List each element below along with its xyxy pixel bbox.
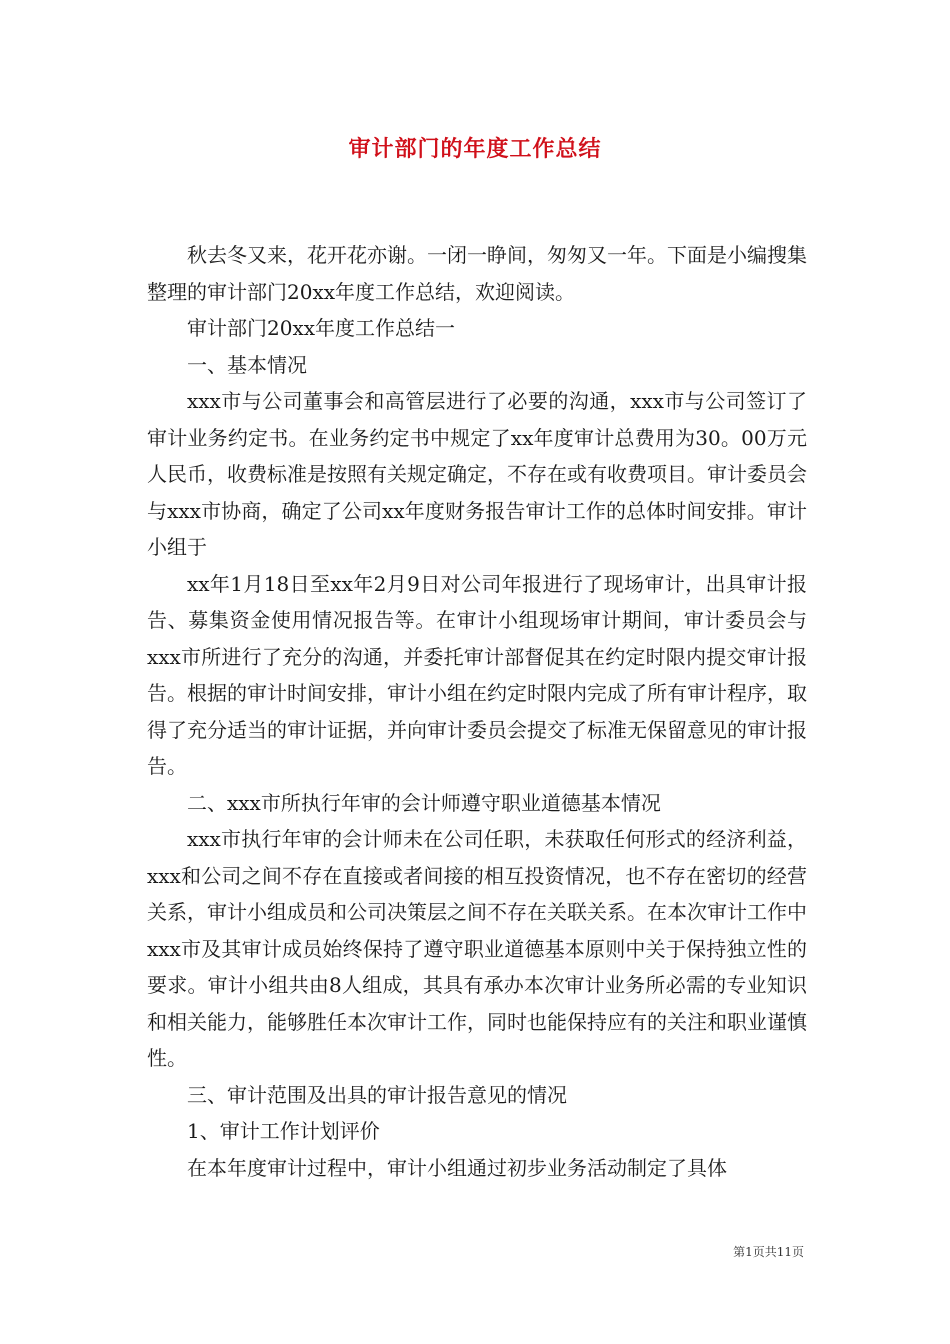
section-heading-plan-evaluation: 1、审计工作计划评价 (187, 1119, 380, 1143)
page-number: 第1页共11页 (733, 1245, 804, 1259)
paragraph-plan-evaluation: 在本年度审计过程中，审计小组通过初步业务活动制定了具体 (187, 1155, 727, 1180)
section-heading-summary-one: 审计部门20xx年度工作总结一 (187, 316, 456, 340)
section-heading-ethics: 二、xxx市所执行年审的会计师遵守职业道德基本情况 (187, 790, 661, 815)
paragraph-intro: 秋去冬又来，花开花亦谢。一闭一睁间，匆匆又一年。下面是小编搜集整理的审计部门20xx年度工作总结，欢迎阅读。 (147, 243, 807, 304)
section-heading-scope: 三、审计范围及出具的审计报告意见的情况 (187, 1082, 567, 1107)
section-heading-basic-info: 一、基本情况 (187, 352, 307, 377)
document-body (147, 237, 807, 1186)
paragraph-basic-info: xxx市与公司董事会和高管层进行了必要的沟通，xxx市与公司签订了审计业务约定书。在业务约定书中规定了xx年度审计总费用为30。00万元人民币，收费标准是按照有关规定确定，不存在或有收费项目。审计委员会与xxx市协商，确定了公司xx年度财务报告审计工作的总体时间安排。审计小组于 (147, 389, 807, 559)
paragraph-ethics: xxx市执行年审的会计师未在公司任职，未获取任何形式的经济利益，xxx和公司之间不存在直接或者间接的相互投资情况，也不存在密切的经营关系，审计小组成员和公司决策层之间不存在关联关系。在本次审计工作中xxx市及其审计成员始终保持了遵守职业道德基本原则中关于保持独立性的要求。审计小组共由8人组成，其具有承办本次审计业务所必需的专业知识和相关能力，能够胜任本次审计工作，同时也能保持应有的关注和职业谨慎性。 (147, 827, 807, 1070)
paragraph-audit-schedule: xx年1月18日至xx年2月9日对公司年报进行了现场审计，出具审计报告、募集资金使用情况报告等。在审计小组现场审计期间，审计委员会与xxx市所进行了充分的沟通，并委托审计部督促其在约定时限内提交审计报告。根据的审计时间安排，审计小组在约定时限内完成了所有审计程序，取得了充分适当的审计证据，并向审计委员会提交了标准无保留意见的审计报告。 (147, 571, 807, 778)
document-title: 审计部门的年度工作总结 (348, 136, 602, 162)
